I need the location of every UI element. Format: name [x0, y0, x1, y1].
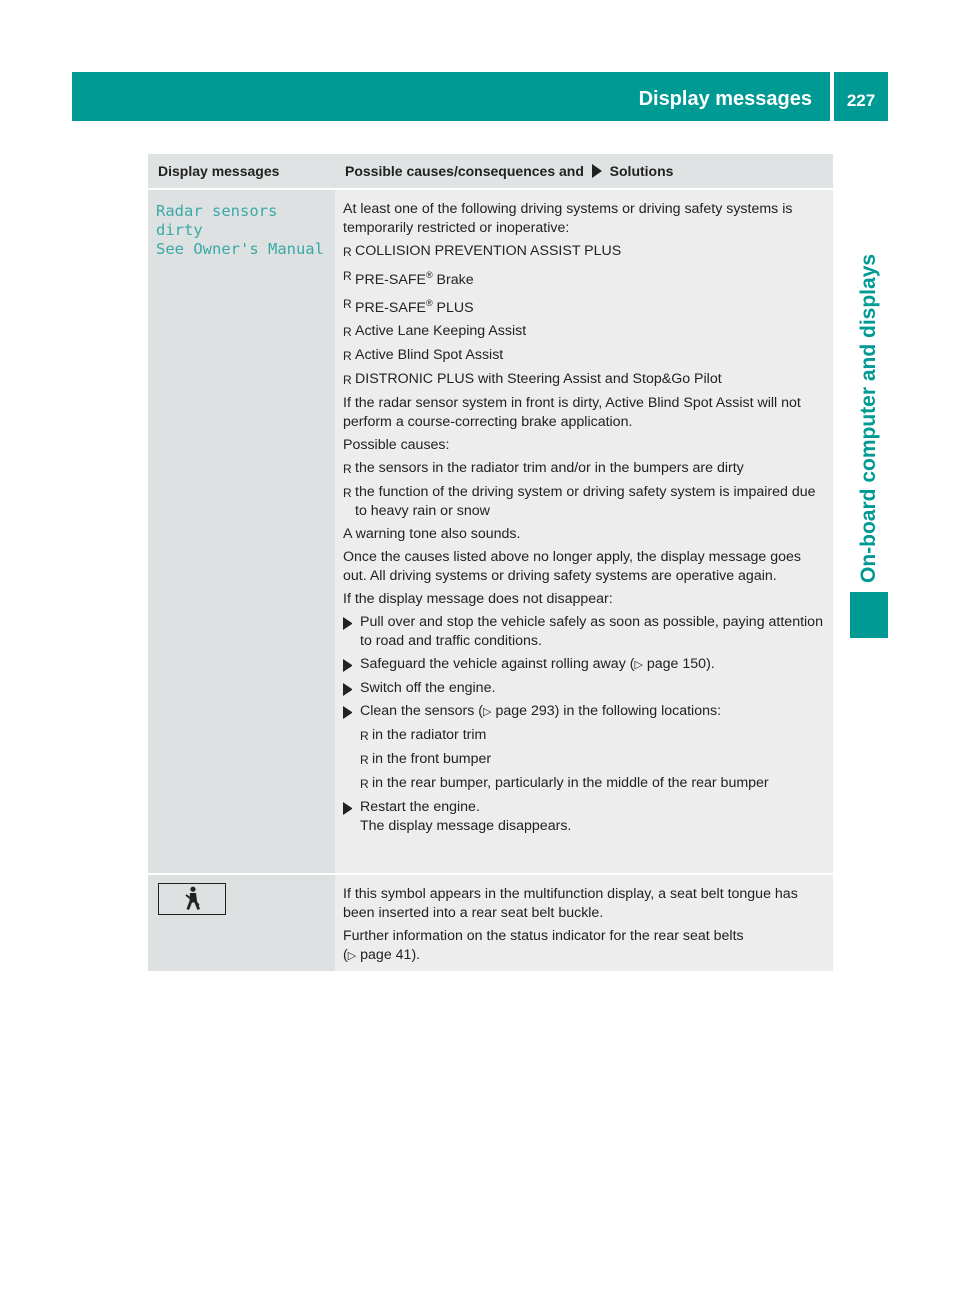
- display-message-line1: Radar sensors dirty: [156, 202, 278, 239]
- list-item: R the function of the driving system or driving safety system is impaired due to heavy rain or snow: [343, 484, 816, 519]
- causes-cell: [335, 875, 833, 971]
- side-tab-marker: [850, 592, 888, 638]
- step-item: Restart the engine. The display message disappears.: [343, 798, 825, 836]
- belt-text-1: If this symbol appears in the multifunction display, a seat belt tongue has been inserted into a rear seat belt buckle.: [343, 886, 798, 921]
- step-item: Safeguard the vehicle against rolling away (▷ page 150).: [343, 655, 825, 675]
- intro-text: At least one of the following driving systems or driving safety systems is temporarily restricted or inoperative:: [343, 201, 793, 236]
- warning-tone-text: A warning tone also sounds.: [343, 526, 521, 542]
- step-arrow-icon: [343, 706, 352, 719]
- page-ref-link: page 150).: [646, 656, 715, 672]
- list-item: R in the radiator trim: [343, 726, 825, 746]
- step-arrow-icon: [343, 802, 352, 815]
- message-cell: [148, 190, 335, 873]
- list-item: R COLLISION PREVENTION ASSIST PLUS: [343, 242, 825, 262]
- list-item: R Active Lane Keeping Assist: [343, 322, 825, 342]
- belt-text-2: Further information on the status indicator for the rear seat belts (▷ page 41).: [343, 928, 744, 963]
- bullet: R: [360, 777, 369, 791]
- col-header-causes: [335, 154, 833, 188]
- page-ref-icon: ▷: [483, 706, 492, 718]
- step-item: Clean the sensors (▷ page 293) in the following locations:: [343, 702, 825, 722]
- table-row: [148, 873, 833, 971]
- bullet: R: [360, 729, 369, 743]
- list-item: R PRE-SAFE® PLUS: [343, 294, 825, 318]
- step-item: Switch off the engine.: [343, 679, 825, 698]
- once-causes-text: Once the causes listed above no longer apply, the display message goes out. All driving systems or driving safety systems are operative again.: [343, 549, 801, 584]
- seat-belt-icon: [158, 883, 226, 915]
- list-item: R PRE-SAFE® Brake: [343, 266, 825, 290]
- bullet: R: [343, 486, 352, 500]
- header-bar: [72, 72, 888, 121]
- list-item: R the sensors in the radiator trim and/or in the bumpers are dirty: [343, 459, 825, 479]
- bullet: R: [343, 349, 352, 363]
- page-ref-icon: ▷: [634, 659, 643, 671]
- col-header-messages: Display messages: [158, 163, 280, 179]
- dirty-note: If the radar sensor system in front is dirty, Active Blind Spot Assist will not perform a course-correcting brake application.: [343, 395, 801, 430]
- table-header: [148, 154, 833, 188]
- causes-heading: Possible causes:: [343, 437, 450, 453]
- step-arrow-icon: [343, 617, 352, 630]
- page-ref-icon: ▷: [347, 950, 357, 962]
- message-cell: [148, 875, 335, 971]
- bullet: R: [343, 325, 352, 339]
- table-row: [148, 188, 833, 873]
- col-header-causes-text: Possible causes/consequences and: [345, 163, 584, 179]
- step-item: Pull over and stop the vehicle safely as soon as possible, paying attention to road and traffic conditions.: [343, 613, 825, 651]
- list-item: R DISTRONIC PLUS with Steering Assist and Stop&Go Pilot: [343, 370, 825, 390]
- list-item: R in the rear bumper, particularly in the middle of the rear bumper: [343, 774, 825, 794]
- causes-cell: [335, 190, 833, 873]
- side-tab: [850, 128, 888, 583]
- list-item: R Active Blind Spot Assist: [343, 346, 825, 366]
- seat-belt-icon-svg: [180, 886, 204, 912]
- page-number: 227: [846, 91, 876, 110]
- display-message-line2: See Owner's Manual: [156, 240, 324, 258]
- step-arrow-icon: [343, 659, 352, 672]
- bullet: R: [343, 373, 352, 387]
- list-item: R in the front bumper: [343, 750, 825, 770]
- bullet: R: [343, 245, 352, 259]
- col-header-solutions-text: Solutions: [609, 163, 674, 179]
- play-icon: [592, 164, 602, 178]
- if-not-text: If the display message does not disappear:: [343, 591, 613, 607]
- bullet: R: [343, 269, 352, 283]
- page-title: Display messages: [638, 88, 812, 110]
- page-ref-link: page 41).: [360, 947, 421, 963]
- page-ref-link: page 293) in the following locations:: [495, 703, 722, 719]
- step-arrow-icon: [343, 683, 352, 696]
- display-messages-table: [148, 154, 833, 971]
- bullet: R: [343, 462, 352, 476]
- side-tab-label: On-board computer and displays: [857, 253, 880, 583]
- bullet: R: [343, 297, 352, 311]
- bullet: R: [360, 753, 369, 767]
